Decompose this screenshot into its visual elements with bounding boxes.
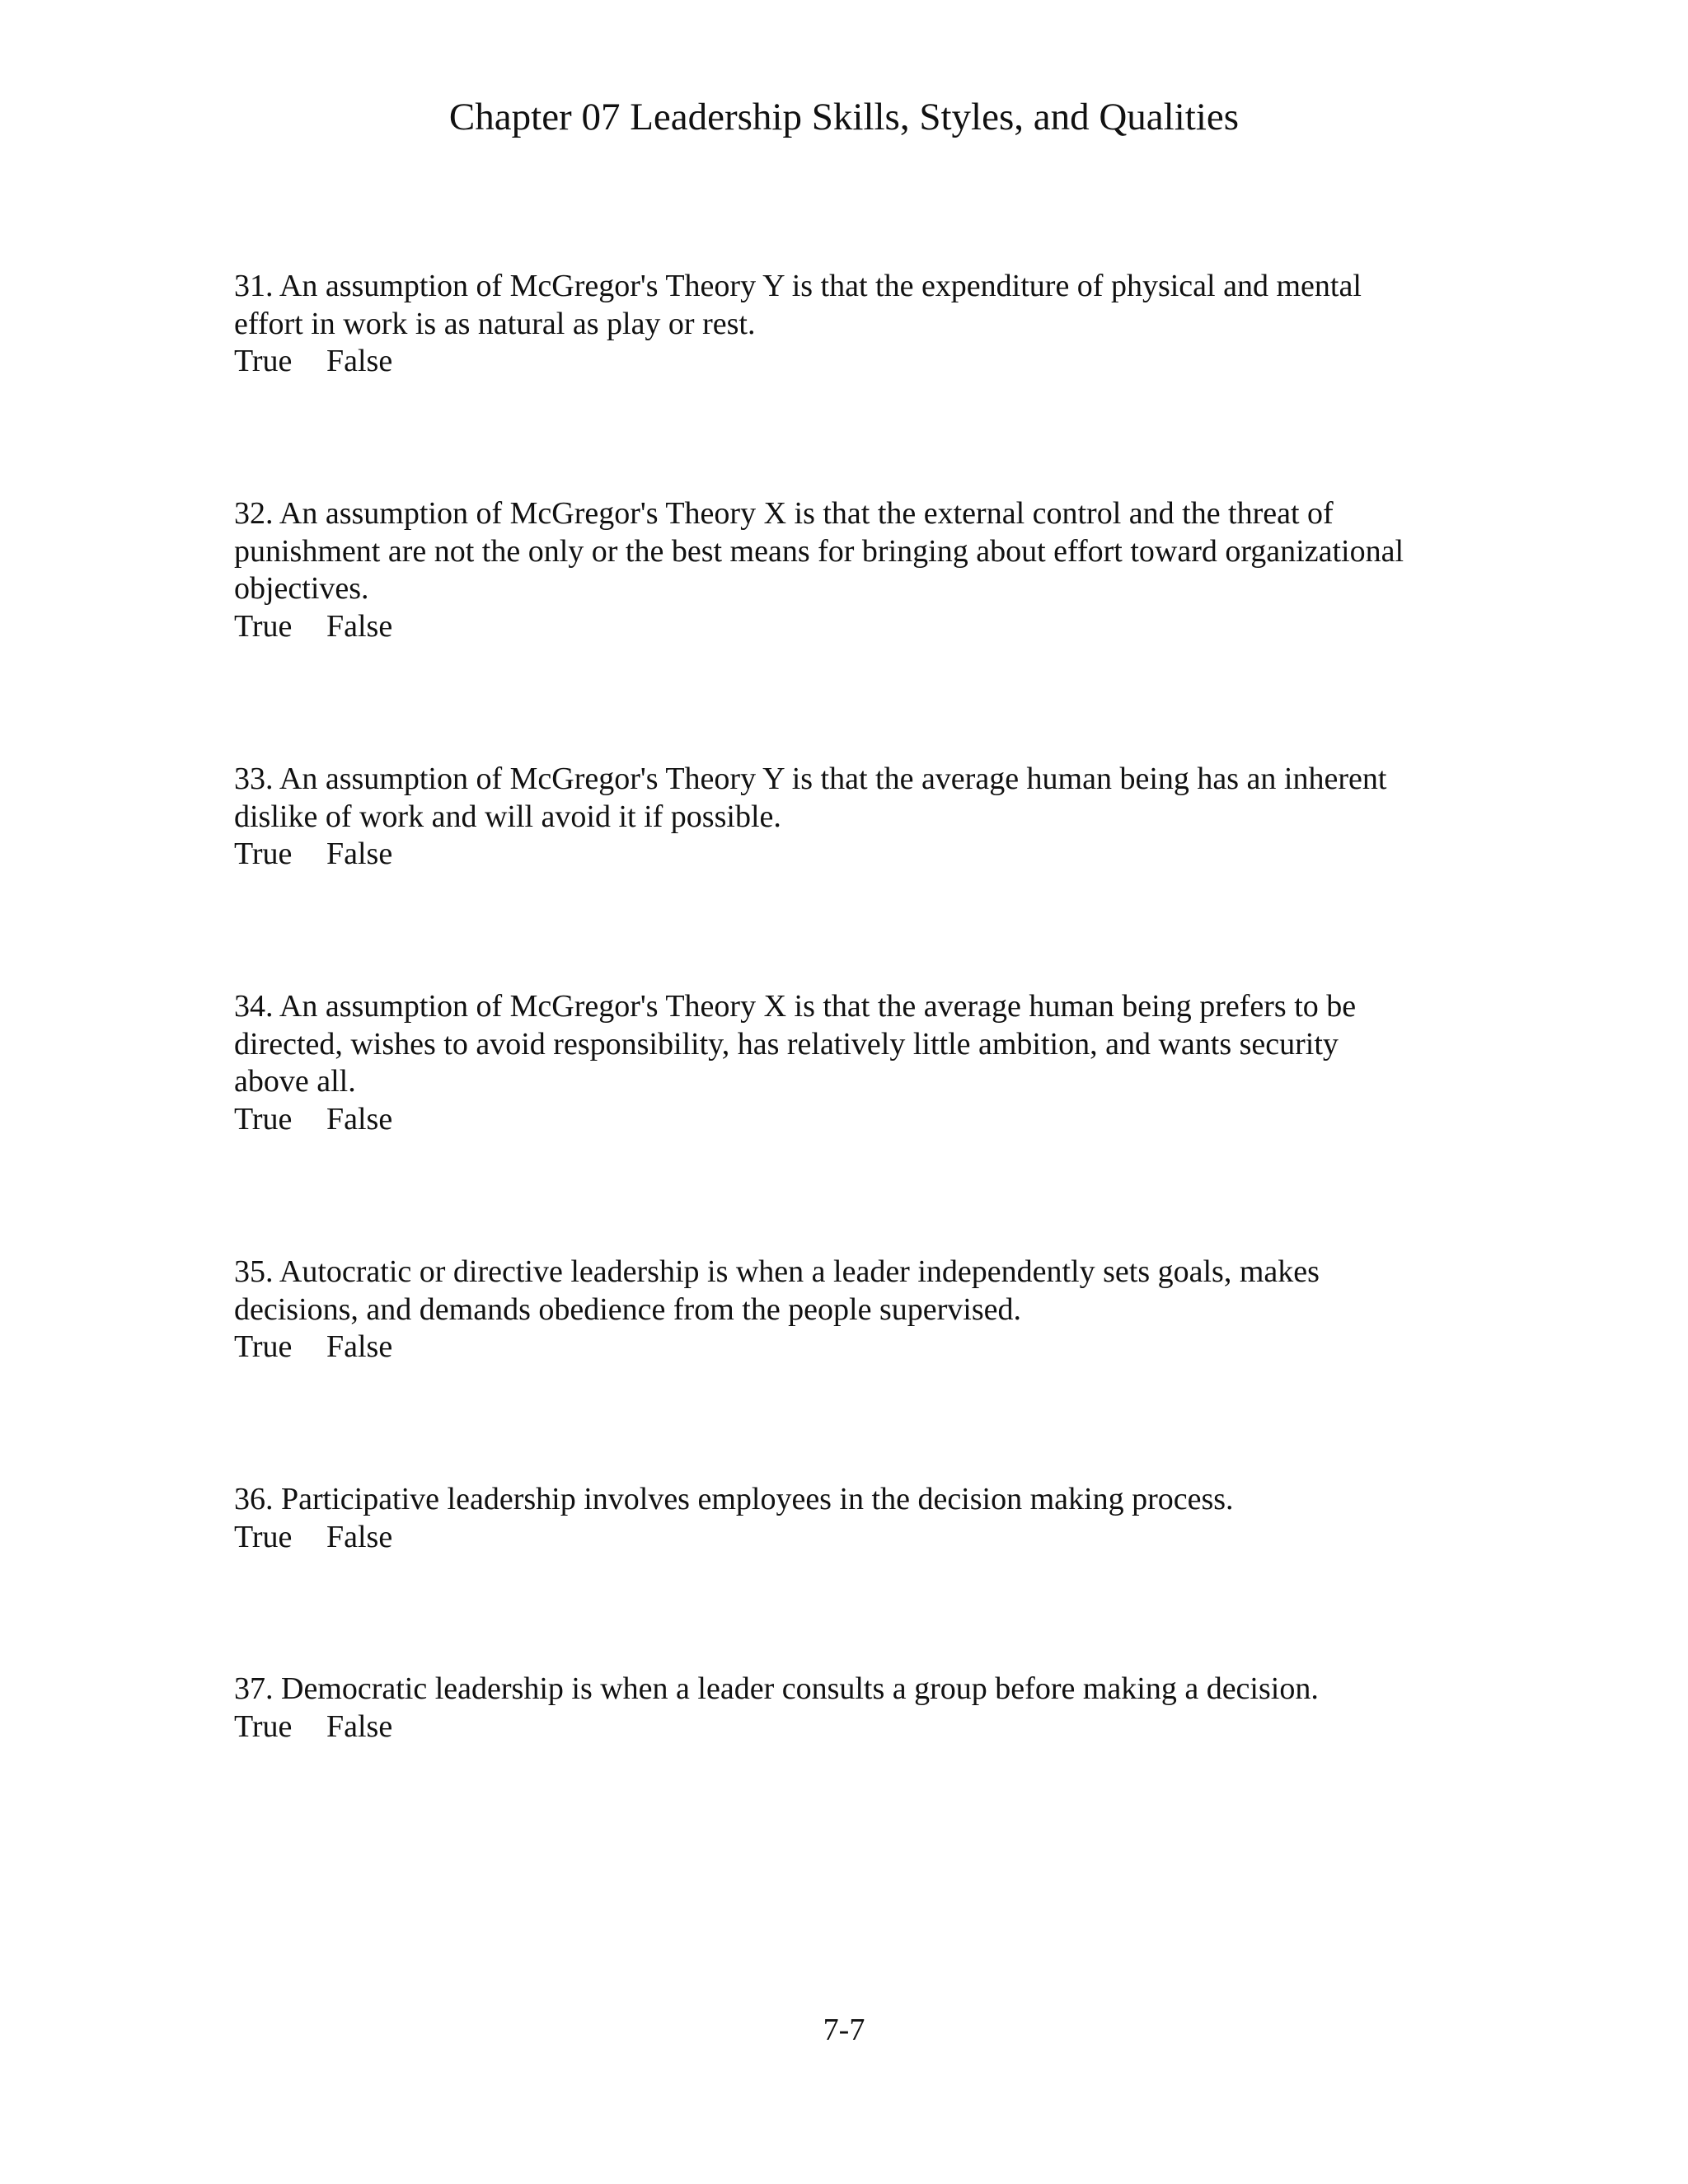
choice-false: False	[326, 344, 393, 378]
choice-false: False	[326, 1708, 393, 1744]
question-37	[234, 1671, 1520, 1746]
choice-true: True	[234, 837, 293, 871]
answer-choices	[234, 1329, 1520, 1366]
question-text-line: decisions, and demands obedience from the people supervised.	[234, 1291, 1021, 1327]
question-33	[234, 761, 1520, 874]
question-text-line: objectives.	[234, 571, 369, 606]
question-text-line: 34. An assumption of McGregor's Theory X is that the average human being prefers to be	[234, 989, 1357, 1024]
question-32	[234, 495, 1520, 645]
question-35	[234, 1254, 1520, 1366]
question-text-line: 32. An assumption of McGregor's Theory X is that the external control and the threat of	[234, 496, 1334, 531]
question-34	[234, 988, 1520, 1138]
answer-choices	[234, 343, 1520, 381]
question-text-line: effort in work is as natural as play or rest.	[234, 306, 756, 341]
question-text-line: directed, wishes to avoid responsibility, has relatively little ambition, and wants security	[234, 1026, 1339, 1062]
choice-true: True	[234, 1708, 293, 1744]
choice-false: False	[326, 1519, 393, 1554]
question-text-line: 37. Democratic leadership is when a leader consults a group before making a decision.	[234, 1671, 1319, 1706]
answer-choices	[234, 836, 1520, 874]
choice-true: True	[234, 1101, 293, 1137]
choice-true: True	[234, 344, 293, 378]
answer-choices	[234, 608, 1520, 646]
question-text-line: punishment are not the only or the best means for bringing about effort toward organizational	[234, 533, 1404, 569]
page-number: 7-7	[823, 2013, 865, 2047]
answer-choices	[234, 1101, 1520, 1139]
choice-false: False	[326, 608, 393, 644]
question-text-line: 36. Participative leadership involves employees in the decision making process.	[234, 1482, 1234, 1516]
question-31	[234, 268, 1520, 381]
question-text-line: 31. An assumption of McGregor's Theory Y is that the expenditure of physical and mental	[234, 269, 1362, 303]
choice-true: True	[234, 608, 293, 644]
page-title: Chapter 07 Leadership Skills, Styles, and Qualities	[448, 96, 1240, 138]
answer-choices	[234, 1519, 1520, 1557]
choice-false: False	[326, 1101, 393, 1137]
choice-true: True	[234, 1519, 293, 1554]
choice-false: False	[326, 1329, 393, 1364]
answer-choices	[234, 1708, 1520, 1746]
question-text-line: dislike of work and will avoid it if possible.	[234, 799, 781, 834]
question-text-line: 35. Autocratic or directive leadership is when a leader independently sets goals, makes	[234, 1254, 1320, 1289]
question-text-line: 33. An assumption of McGregor's Theory Y is that the average human being has an inherent	[234, 762, 1387, 796]
question-36	[234, 1481, 1520, 1556]
choice-true: True	[234, 1329, 293, 1364]
choice-false: False	[326, 837, 393, 871]
question-text-line: above all.	[234, 1064, 356, 1099]
